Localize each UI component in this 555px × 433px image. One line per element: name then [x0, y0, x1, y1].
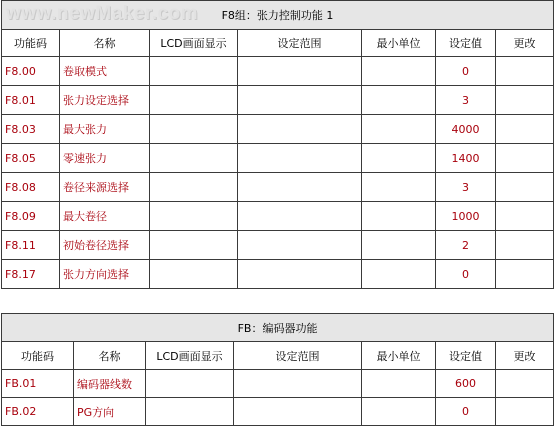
cell-unit [362, 115, 436, 144]
watermark: www.newMaker.com [6, 3, 199, 24]
cell-name: 张力设定选择 [60, 86, 150, 115]
header-name: 名称 [74, 342, 146, 370]
table-row [2, 86, 554, 115]
cell-value: 3 [436, 86, 496, 115]
table-row [2, 231, 554, 260]
cell-code: F8.01 [2, 86, 60, 115]
table-row [2, 173, 554, 202]
header-unit: 最小单位 [362, 342, 436, 370]
cell-name: 编码器线数 [74, 370, 146, 398]
cell-name: 最大张力 [60, 115, 150, 144]
cell-change [496, 173, 554, 202]
table-row [2, 260, 554, 289]
cell-range [238, 115, 362, 144]
table-row [2, 57, 554, 86]
cell-code: F8.11 [2, 231, 60, 260]
header-lcd: LCD画面显示 [146, 342, 234, 370]
section-title-row [2, 1, 554, 30]
cell-lcd [150, 173, 238, 202]
header-value: 设定值 [436, 30, 496, 57]
cell-unit [362, 202, 436, 231]
header-row [2, 30, 554, 57]
section-title: F8组：张力控制功能 1 [2, 1, 554, 30]
fb-parameter-table [1, 313, 554, 426]
cell-unit [362, 57, 436, 86]
cell-change [496, 260, 554, 289]
cell-value: 3 [436, 173, 496, 202]
header-change: 更改 [496, 30, 554, 57]
header-lcd: LCD画面显示 [150, 30, 238, 57]
cell-code: F8.03 [2, 115, 60, 144]
cell-value: 1000 [436, 202, 496, 231]
cell-lcd [150, 231, 238, 260]
cell-change [496, 398, 554, 426]
cell-unit [362, 398, 436, 426]
cell-value: 1400 [436, 144, 496, 173]
section-title-row [2, 314, 554, 342]
cell-lcd [150, 115, 238, 144]
cell-unit [362, 86, 436, 115]
f8-parameter-table [1, 0, 554, 289]
cell-lcd [150, 144, 238, 173]
cell-range [238, 260, 362, 289]
cell-lcd [146, 398, 234, 426]
cell-code: F8.08 [2, 173, 60, 202]
cell-value: 0 [436, 57, 496, 86]
cell-range [234, 398, 362, 426]
table-row [2, 398, 554, 426]
cell-code: F8.05 [2, 144, 60, 173]
cell-range [238, 173, 362, 202]
cell-unit [362, 260, 436, 289]
table-row [2, 115, 554, 144]
header-code: 功能码 [2, 30, 60, 57]
cell-name: 卷取模式 [60, 57, 150, 86]
cell-value: 0 [436, 260, 496, 289]
cell-value: 4000 [436, 115, 496, 144]
cell-name: 初始卷径选择 [60, 231, 150, 260]
table-row [2, 144, 554, 173]
cell-range [238, 57, 362, 86]
header-value: 设定值 [436, 342, 496, 370]
cell-lcd [150, 57, 238, 86]
cell-range [238, 86, 362, 115]
header-code: 功能码 [2, 342, 74, 370]
cell-name: 最大卷径 [60, 202, 150, 231]
cell-change [496, 202, 554, 231]
header-range: 设定范围 [234, 342, 362, 370]
cell-lcd [146, 370, 234, 398]
cell-lcd [150, 260, 238, 289]
cell-change [496, 86, 554, 115]
cell-lcd [150, 86, 238, 115]
header-change: 更改 [496, 342, 554, 370]
cell-name: 张力方向选择 [60, 260, 150, 289]
header-name: 名称 [60, 30, 150, 57]
cell-range [238, 144, 362, 173]
cell-value: 0 [436, 398, 496, 426]
section-title: FB：编码器功能 [2, 314, 554, 342]
cell-name: 零速张力 [60, 144, 150, 173]
cell-change [496, 370, 554, 398]
cell-range [238, 202, 362, 231]
cell-name: 卷径来源选择 [60, 173, 150, 202]
cell-range [234, 370, 362, 398]
cell-code: FB.02 [2, 398, 74, 426]
header-range: 设定范围 [238, 30, 362, 57]
cell-change [496, 115, 554, 144]
cell-code: F8.17 [2, 260, 60, 289]
cell-change [496, 231, 554, 260]
cell-lcd [150, 202, 238, 231]
table-row [2, 202, 554, 231]
cell-code: F8.09 [2, 202, 60, 231]
header-unit: 最小单位 [362, 30, 436, 57]
cell-code: F8.00 [2, 57, 60, 86]
cell-change [496, 144, 554, 173]
cell-value: 2 [436, 231, 496, 260]
cell-name: PG方向 [74, 398, 146, 426]
table-row [2, 370, 554, 398]
cell-unit [362, 173, 436, 202]
header-row [2, 342, 554, 370]
cell-range [238, 231, 362, 260]
cell-value: 600 [436, 370, 496, 398]
cell-unit [362, 231, 436, 260]
cell-unit [362, 144, 436, 173]
cell-unit [362, 370, 436, 398]
cell-code: FB.01 [2, 370, 74, 398]
cell-change [496, 57, 554, 86]
